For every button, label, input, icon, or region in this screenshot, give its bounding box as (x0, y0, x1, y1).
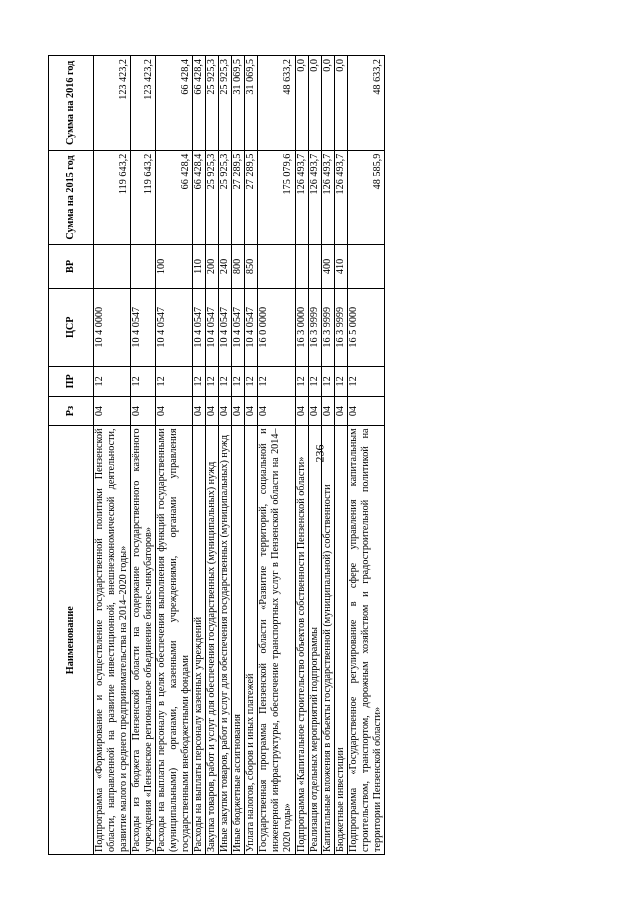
cell-csr: 10 4 0000 (94, 288, 131, 366)
cell-name: Расходы из бюджета Пензенской области на содержание государственного казённого учреждения «Пензенское региональное объединение бизнес-инкубаторов» (131, 426, 156, 855)
header-csr: ЦСР (49, 288, 94, 366)
page-number: 236 (312, 444, 327, 463)
cell-csr: 16 3 0000 (295, 288, 308, 366)
cell-csr: 10 4 0547 (131, 288, 156, 366)
cell-name: Подпрограмма «Государственное регулирование в сфере управления капитальным строительством, транспортом, дорожным хозяйством и градостроительной политикой на территории Пензенской области» (347, 426, 384, 855)
cell-name: Капитальные вложения в объекты государственной (муниципальной) собственности (321, 426, 334, 855)
table-row (321, 56, 334, 855)
header-sum-2015: Сумма на 2015 год (49, 150, 94, 245)
cell-name: Подпрограмма «Формирование и осуществление государственной политики Пензенской области, направленной на развитие инвестиционной, внешнеэкономической деятельности, развитие малого и среднего предпринимательства на 2014–2020 годы» (94, 426, 131, 855)
cell-pr: 12 (258, 366, 295, 396)
table-row (308, 56, 321, 855)
cell-rz: 04 (245, 396, 258, 426)
cell-pr: 12 (94, 366, 131, 396)
cell-vr: 410 (334, 245, 347, 288)
table-row (245, 56, 258, 855)
cell-rz: 04 (206, 396, 219, 426)
cell-name: Иные бюджетные ассигнования (232, 426, 245, 855)
cell-vr: 850 (245, 245, 258, 288)
cell-sum-2015: 126 493,7 (334, 150, 347, 245)
cell-vr (131, 245, 156, 288)
cell-sum-2016: 0,0 (321, 56, 334, 151)
cell-rz: 04 (156, 396, 193, 426)
table-body (94, 56, 385, 855)
cell-pr: 12 (295, 366, 308, 396)
cell-csr: 16 3 9999 (308, 288, 321, 366)
table-row (334, 56, 347, 855)
table-row (258, 56, 295, 855)
cell-name: Реализация отдельных мероприятий подпрограммы (308, 426, 321, 855)
cell-sum-2015: 126 493,7 (308, 150, 321, 245)
cell-rz: 04 (308, 396, 321, 426)
table-header-row (49, 56, 94, 855)
cell-sum-2016: 0,0 (308, 56, 321, 151)
table-row (131, 56, 156, 855)
cell-rz: 04 (334, 396, 347, 426)
cell-sum-2016: 0,0 (334, 56, 347, 151)
cell-rz: 04 (295, 396, 308, 426)
header-pr: ПР (49, 366, 94, 396)
cell-rz: 04 (219, 396, 232, 426)
cell-sum-2015: 27 289,5 (232, 150, 245, 245)
table-row (232, 56, 245, 855)
table-row (156, 56, 193, 855)
cell-rz: 04 (232, 396, 245, 426)
cell-vr (295, 245, 308, 288)
cell-name: Государственная программа Пензенской области «Развитие территорий, социальной и инженерной инфраструктуры, обеспечение транспортных услуг в Пензенской области на 2014–2020 годы» (258, 426, 295, 855)
cell-rz: 04 (258, 396, 295, 426)
cell-sum-2016: 66 428,4 (156, 56, 193, 151)
cell-vr: 200 (206, 245, 219, 288)
cell-csr: 16 3 9999 (334, 288, 347, 366)
header-rz: Рз (49, 396, 94, 426)
cell-sum-2016: 0,0 (295, 56, 308, 151)
cell-sum-2015: 126 493,7 (295, 150, 308, 245)
cell-pr: 12 (131, 366, 156, 396)
cell-pr: 12 (193, 366, 206, 396)
cell-pr: 12 (321, 366, 334, 396)
cell-vr: 100 (156, 245, 193, 288)
cell-rz: 04 (321, 396, 334, 426)
cell-sum-2016: 31 069,5 (245, 56, 258, 151)
cell-rz: 04 (193, 396, 206, 426)
table-row (206, 56, 219, 855)
cell-name: Иные закупки товаров, работ и услуг для обеспечения государственных (муниципальных) нужд (219, 426, 232, 855)
cell-csr: 16 0 0000 (258, 288, 295, 366)
cell-csr: 10 4 0547 (206, 288, 219, 366)
cell-sum-2015: 48 585,9 (347, 150, 384, 245)
cell-sum-2015: 25 925,3 (219, 150, 232, 245)
cell-csr: 16 5 0000 (347, 288, 384, 366)
cell-sum-2016: 48 633,2 (258, 56, 295, 151)
cell-pr: 12 (232, 366, 245, 396)
cell-csr: 10 4 0547 (193, 288, 206, 366)
cell-vr: 240 (219, 245, 232, 288)
cell-rz: 04 (94, 396, 131, 426)
cell-name: Закупка товаров, работ и услуг для обеспечения государственных (муниципальных) нужд (206, 426, 219, 855)
cell-sum-2016: 25 925,3 (219, 56, 232, 151)
cell-vr (258, 245, 295, 288)
rotated-table-page (48, 55, 592, 855)
cell-csr: 10 4 0547 (232, 288, 245, 366)
cell-vr (94, 245, 131, 288)
cell-pr: 12 (347, 366, 384, 396)
header-name: Наименование (49, 426, 94, 855)
cell-vr: 400 (321, 245, 334, 288)
cell-rz: 04 (347, 396, 384, 426)
cell-name: Расходы на выплаты персоналу в целях обеспечения выполнения функций государственными (муниципальными) органами, казенными учреждениями, органами управления государственными внебюджетными фондами (156, 426, 193, 855)
cell-sum-2016: 123 423,2 (131, 56, 156, 151)
cell-sum-2016: 48 633,2 (347, 56, 384, 151)
cell-sum-2015: 66 428,4 (156, 150, 193, 245)
cell-sum-2015: 126 493,7 (321, 150, 334, 245)
cell-sum-2016: 25 925,3 (206, 56, 219, 151)
cell-pr: 12 (245, 366, 258, 396)
table-row (94, 56, 131, 855)
cell-csr: 10 4 0547 (245, 288, 258, 366)
cell-sum-2015: 119 643,2 (94, 150, 131, 245)
cell-csr: 16 3 9999 (321, 288, 334, 366)
table-row (295, 56, 308, 855)
cell-vr: 800 (232, 245, 245, 288)
table-row (193, 56, 206, 855)
cell-name: Подпрограмма «Капитальное строительство объектов собственности Пензенской области» (295, 426, 308, 855)
cell-sum-2015: 119 643,2 (131, 150, 156, 245)
cell-csr: 10 4 0547 (156, 288, 193, 366)
cell-sum-2015: 175 079,6 (258, 150, 295, 245)
cell-name: Бюджетные инвестиции (334, 426, 347, 855)
cell-vr (308, 245, 321, 288)
table-row (347, 56, 384, 855)
cell-vr (347, 245, 384, 288)
cell-pr: 12 (156, 366, 193, 396)
cell-pr: 12 (308, 366, 321, 396)
header-vr: ВР (49, 245, 94, 288)
cell-sum-2015: 66 428,4 (193, 150, 206, 245)
table-row (219, 56, 232, 855)
cell-sum-2016: 31 069,5 (232, 56, 245, 151)
cell-name: Расходы на выплаты персоналу казенных учреждений (193, 426, 206, 855)
cell-name: Уплата налогов, сборов и иных платежей (245, 426, 258, 855)
header-sum-2016: Сумма на 2016 год (49, 56, 94, 151)
cell-vr: 110 (193, 245, 206, 288)
cell-rz: 04 (131, 396, 156, 426)
cell-pr: 12 (219, 366, 232, 396)
budget-table (48, 55, 385, 855)
cell-csr: 10 4 0547 (219, 288, 232, 366)
cell-sum-2015: 27 289,5 (245, 150, 258, 245)
cell-pr: 12 (334, 366, 347, 396)
cell-sum-2016: 66 428,4 (193, 56, 206, 151)
cell-sum-2015: 25 925,3 (206, 150, 219, 245)
cell-sum-2016: 123 423,2 (94, 56, 131, 151)
cell-pr: 12 (206, 366, 219, 396)
